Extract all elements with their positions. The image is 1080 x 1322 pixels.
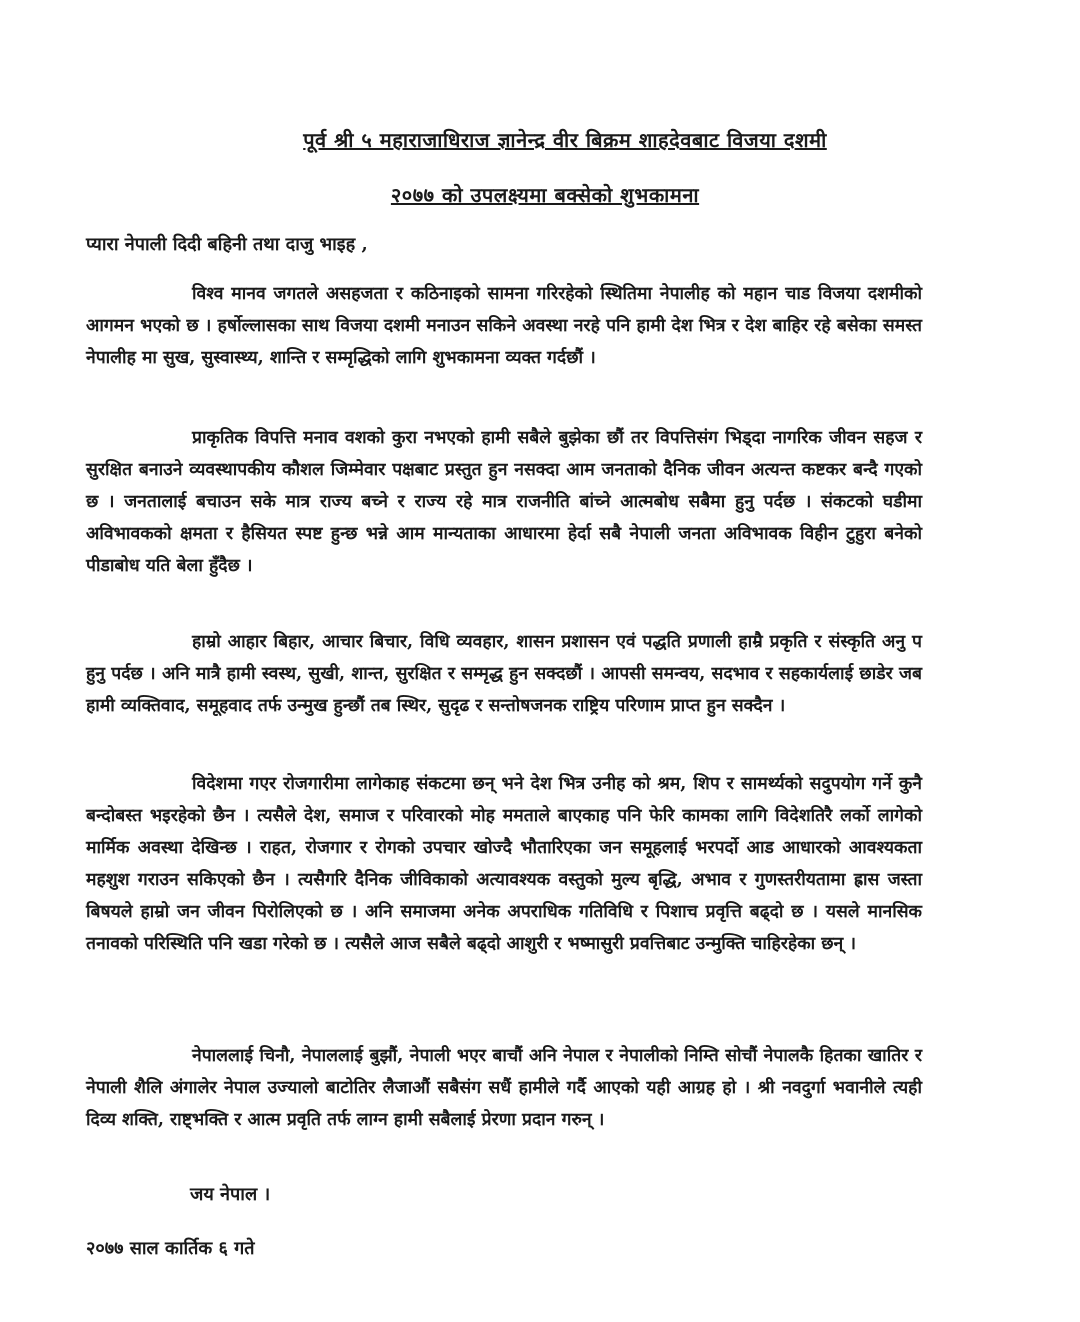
paragraph-2: प्राकृतिक विपत्ति मनाव वशको कुरा नभएको हामी सबैले बुझेका छौं तर विपत्तिसंग भिड्दा नागरिक जीवन सहज र सुरक्षित बनाउने व्यवस्थापकीय कौशल जिम्मेवार पक्षबाट प्रस्तुत हुन नसक्दा आम जनताको दैनिक जीवन अत्यन्त कष्टकर बन्दै गएको छ । जनतालाई बचाउन सके मात्र राज्य बच्ने र राज्य रहे मात्र राजनीति बांच्ने आत्मबोध सबैमा हुनु पर्दछ । संकटको घडीमा अविभावकको क्षमता र हैसियत स्पष्ट हुन्छ भन्ने आम मान्यताका आधारमा हेर्दा सबै नेपाली जनता अविभावक विहीन टुहुरा बनेको पीडाबोध यति बेला हुँदैछ । xyxy=(86,428,922,576)
paragraph-3: हाम्रो आहार बिहार, आचार बिचार, विधि व्यवहार, शासन प्रशासन एवं पद्धति प्रणाली हाम्रै प्रकृति र संस्कृति अनु प हुनु पर्दछ । अनि मात्रै हामी स्वस्थ, सुखी, शान्त, सुरक्षित र सम्मृद्ध हुन सक्दछौं । आपसी समन्वय, सदभाव र सहकार्यलाई छाडेर जब हामी व्यक्तिवाद, समूहवाद तर्फ उन्मुख हुन्छौं तब स्थिर, सुदृढ र सन्तोषजनक राष्ट्रिय परिणाम प्राप्त हुन सक्दैन । xyxy=(86,632,922,716)
letter-title-line-1: पूर्व श्री ५ महाराजाधिराज ज्ञानेन्द्र वीर बिक्रम शाहदेवबाट विजया दशमी xyxy=(303,128,827,152)
salutation: प्यारा नेपाली दिदी बहिनी तथा दाजु भाइह , xyxy=(86,234,368,255)
paragraph-5: नेपाललाई चिनौ, नेपाललाई बुझौं, नेपाली भएर बाचौं अनि नेपाल र नेपालीको निम्ति सोचौं नेपालकै हितका खातिर र नेपाली शैलि अंगालेर नेपाल उज्यालो बाटोतिर लैजाऔं सबैसंग सधैं हामीले गर्दै आएको यही आग्रह हो । श्री नवदुर्गा भवानीले त्यही दिव्य शक्ति, राष्ट्भक्ति र आत्म प्रवृति तर्फ लाग्न हामी सबैलाई प्रेरणा प्रदान गरुन् । xyxy=(86,1046,922,1130)
paragraph-1: विश्व मानव जगतले असहजता र कठिनाइको सामना गरिरहेको स्थितिमा नेपालीह को महान चाड विजया दशमीको आगमन भएको छ । हर्षोल्लासका साथ विजया दशमी मनाउन सकिने अवस्था नरहे पनि हामी देश भित्र र देश बाहिर रहे बसेका समस्त नेपालीह मा सुख, सुस्वास्थ्य, शान्ति र सम्मृद्धिको लागि शुभकामना व्यक्त गर्दछौं । xyxy=(86,284,922,368)
letter-title-line-2: २०७७ को उपलक्ष्यमा बक्सेको शुभकामना xyxy=(390,183,700,207)
letter-date: २०७७ साल कार्तिक ६ गते xyxy=(86,1238,255,1259)
paragraph-4: विदेशमा गएर रोजगारीमा लागेकाह संकटमा छन् भने देश भित्र उनीह को श्रम, शिप र सामर्थ्यको सदुपयोग गर्ने कुनै बन्दोबस्त भइरहेको छैन । त्यसैले देश, समाज र परिवारको मोह ममताले बाएकाह पनि फेरि कामका लागि विदेशतिरै लर्को लागेको मार्मिक अवस्था देखिन्छ । राहत, रोजगार र रोगको उपचार खोज्दै भौतारिएका जन समूहलाई भरपर्दो आड आधारको आवश्यकता महशुश गराउन सकिएको छैन । त्यसैगरि दैनिक जीविकाको अत्यावश्यक वस्तुको मुल्य बृद्धि, अभाव र गुणस्तरीयतामा ह्रास जस्ता बिषयले हाम्रो जन जीवन पिरोलिएको छ । अनि समाजमा अनेक अपराधिक गतिविधि र पिशाच प्रवृत्ति बढ्दो छ । यसले मानसिक तनावको परिस्थिति पनि खडा गरेको छ । त्यसैले आज सबैले बढ्दो आशुरी र भष्मासुरी प्रवत्तिबाट उन्मुक्ति चाहिरहेका छन् । xyxy=(86,774,922,954)
closing-line: जय नेपाल । xyxy=(190,1184,271,1205)
